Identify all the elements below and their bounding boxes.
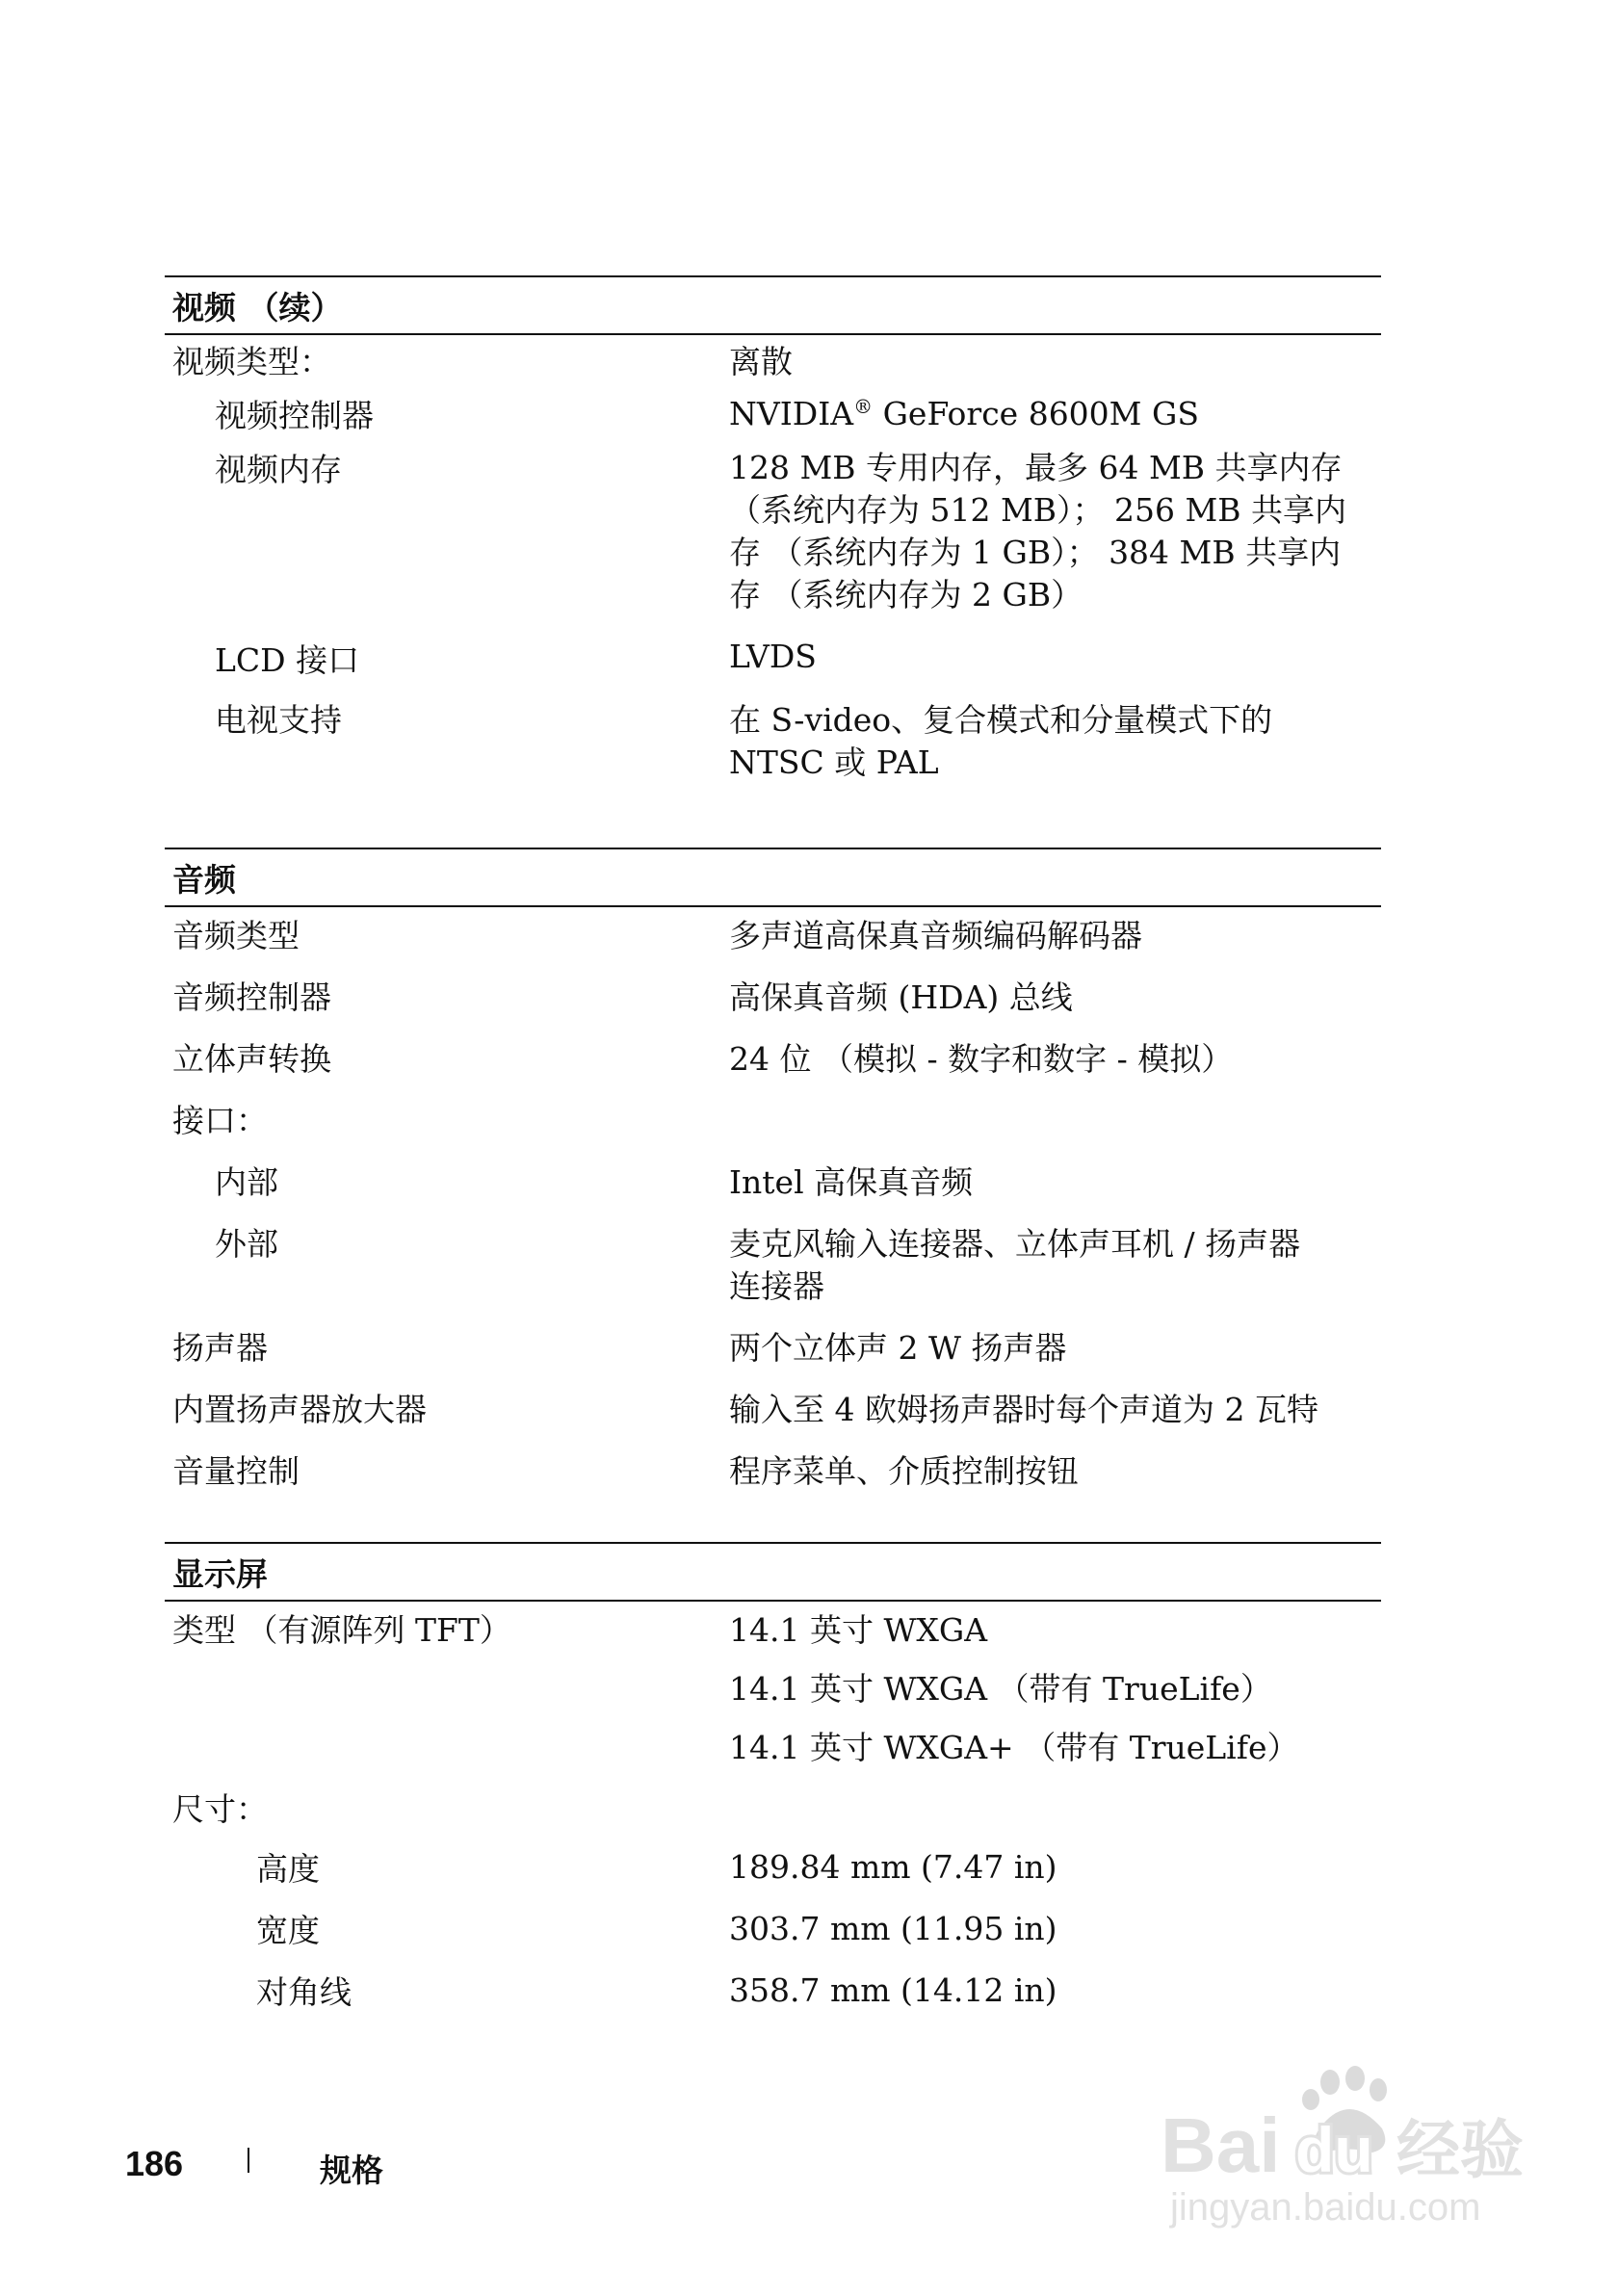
spec-value: 14.1 英寸 WXGA （带有 TrueLife） <box>729 1670 1272 1708</box>
spec-row <box>165 1319 1381 1381</box>
spec-label: 内置扬声器放大器 <box>172 1391 427 1428</box>
spec-row <box>165 335 1381 383</box>
spec-row <box>165 699 1381 796</box>
spec-value: LVDS <box>729 638 817 675</box>
spec-row <box>165 1381 1381 1443</box>
video-section <box>165 275 1381 796</box>
spec-label: 宽度 <box>256 1912 320 1949</box>
spec-row <box>165 1031 1381 1092</box>
spec-row <box>165 1964 1381 2025</box>
spec-label: 内部 <box>215 1163 278 1201</box>
spec-label: 音量控制 <box>172 1452 300 1490</box>
spec-row <box>165 1781 1381 1840</box>
spec-row <box>165 1719 1381 1781</box>
spec-value: 多声道高保真音频编码解码器 <box>729 917 1142 954</box>
spec-row <box>165 1443 1381 1504</box>
spec-value: 128 MB 专用内存，最多 64 MB 共享内存 （系统内存为 512 MB）； 256 MB 共享内 存 （系统内存为 1 GB）； 384 MB 共享内 存 （系统内存为 2 GB） <box>729 449 1347 613</box>
spec-row <box>165 1840 1381 1902</box>
spec-row <box>165 1660 1381 1719</box>
spec-value: 高保真音频 (HDA) 总线 <box>729 978 1073 1016</box>
spec-label: 对角线 <box>256 1973 352 2011</box>
page-number: 186 <box>125 2144 184 2183</box>
spec-label: 接口： <box>172 1102 268 1139</box>
spec-row <box>165 1602 1381 1660</box>
spec-value: Intel 高保真音频 <box>729 1163 974 1201</box>
spec-row <box>165 1902 1381 1964</box>
display-section-header: 显示屏 <box>165 1542 1381 1602</box>
spec-label: LCD 接口 <box>215 641 360 679</box>
spec-value: 303.7 mm (11.95 in) <box>729 1910 1057 1947</box>
baidu-watermark-logo <box>1151 2061 1546 2234</box>
audio-section <box>165 848 1381 1504</box>
video-section-header: 视频 （续） <box>165 275 1381 335</box>
spec-label: 音频控制器 <box>172 978 331 1016</box>
footer-divider <box>248 2148 249 2173</box>
spec-value: 14.1 英寸 WXGA+ （带有 TrueLife） <box>729 1729 1299 1766</box>
spec-row <box>165 907 1381 969</box>
spec-value: 在 S-video、复合模式和分量模式下的 NTSC 或 PAL <box>729 701 1273 781</box>
spec-value: 358.7 mm (14.12 in) <box>729 1971 1057 2009</box>
audio-section-header: 音频 <box>165 848 1381 907</box>
watermark-url: jingyan.baidu.com <box>1170 2186 1481 2229</box>
spec-label: 音频类型 <box>172 917 300 954</box>
spec-label: 立体声转换 <box>172 1040 331 1078</box>
spec-value: 189.84 mm (7.47 in) <box>729 1848 1057 1886</box>
spec-row <box>165 1154 1381 1215</box>
spec-row <box>165 1215 1381 1319</box>
spec-label: 视频类型： <box>172 343 331 380</box>
spec-label: 高度 <box>256 1850 320 1888</box>
spec-row <box>165 383 1381 447</box>
spec-label: 视频控制器 <box>215 397 374 434</box>
spec-label: 外部 <box>215 1225 278 1263</box>
spec-value: 离散 <box>729 343 793 380</box>
spec-label: 电视支持 <box>215 701 342 739</box>
spec-row <box>165 969 1381 1031</box>
spec-row <box>165 636 1381 699</box>
spec-label: 尺寸： <box>172 1790 268 1828</box>
footer-title: 规格 <box>320 2152 383 2189</box>
spec-value: 两个立体声 2 W 扬声器 <box>729 1329 1067 1367</box>
spec-value: 程序菜单、介质控制按钮 <box>729 1452 1079 1490</box>
spec-value: 输入至 4 欧姆扬声器时每个声道为 2 瓦特 <box>729 1391 1318 1428</box>
display-section <box>165 1542 1381 2025</box>
watermark-brand: Bai <box>1161 2102 1281 2188</box>
spec-row <box>165 1092 1381 1154</box>
watermark-brand2: du <box>1295 2114 1373 2185</box>
spec-value: 麦克风输入连接器、立体声耳机 / 扬声器 连接器 <box>729 1225 1301 1305</box>
spec-value: 24 位 （模拟 - 数字和数字 - 模拟） <box>729 1040 1234 1078</box>
spec-row <box>165 447 1381 636</box>
spec-label: 扬声器 <box>172 1329 268 1367</box>
spec-label: 类型 （有源阵列 TFT） <box>172 1611 511 1649</box>
spec-value: NVIDIA® GeForce 8600M GS <box>729 395 1199 432</box>
watermark-cn: 经验 <box>1396 2113 1524 2187</box>
spec-label: 视频内存 <box>215 451 342 488</box>
spec-value: 14.1 英寸 WXGA <box>729 1611 988 1649</box>
